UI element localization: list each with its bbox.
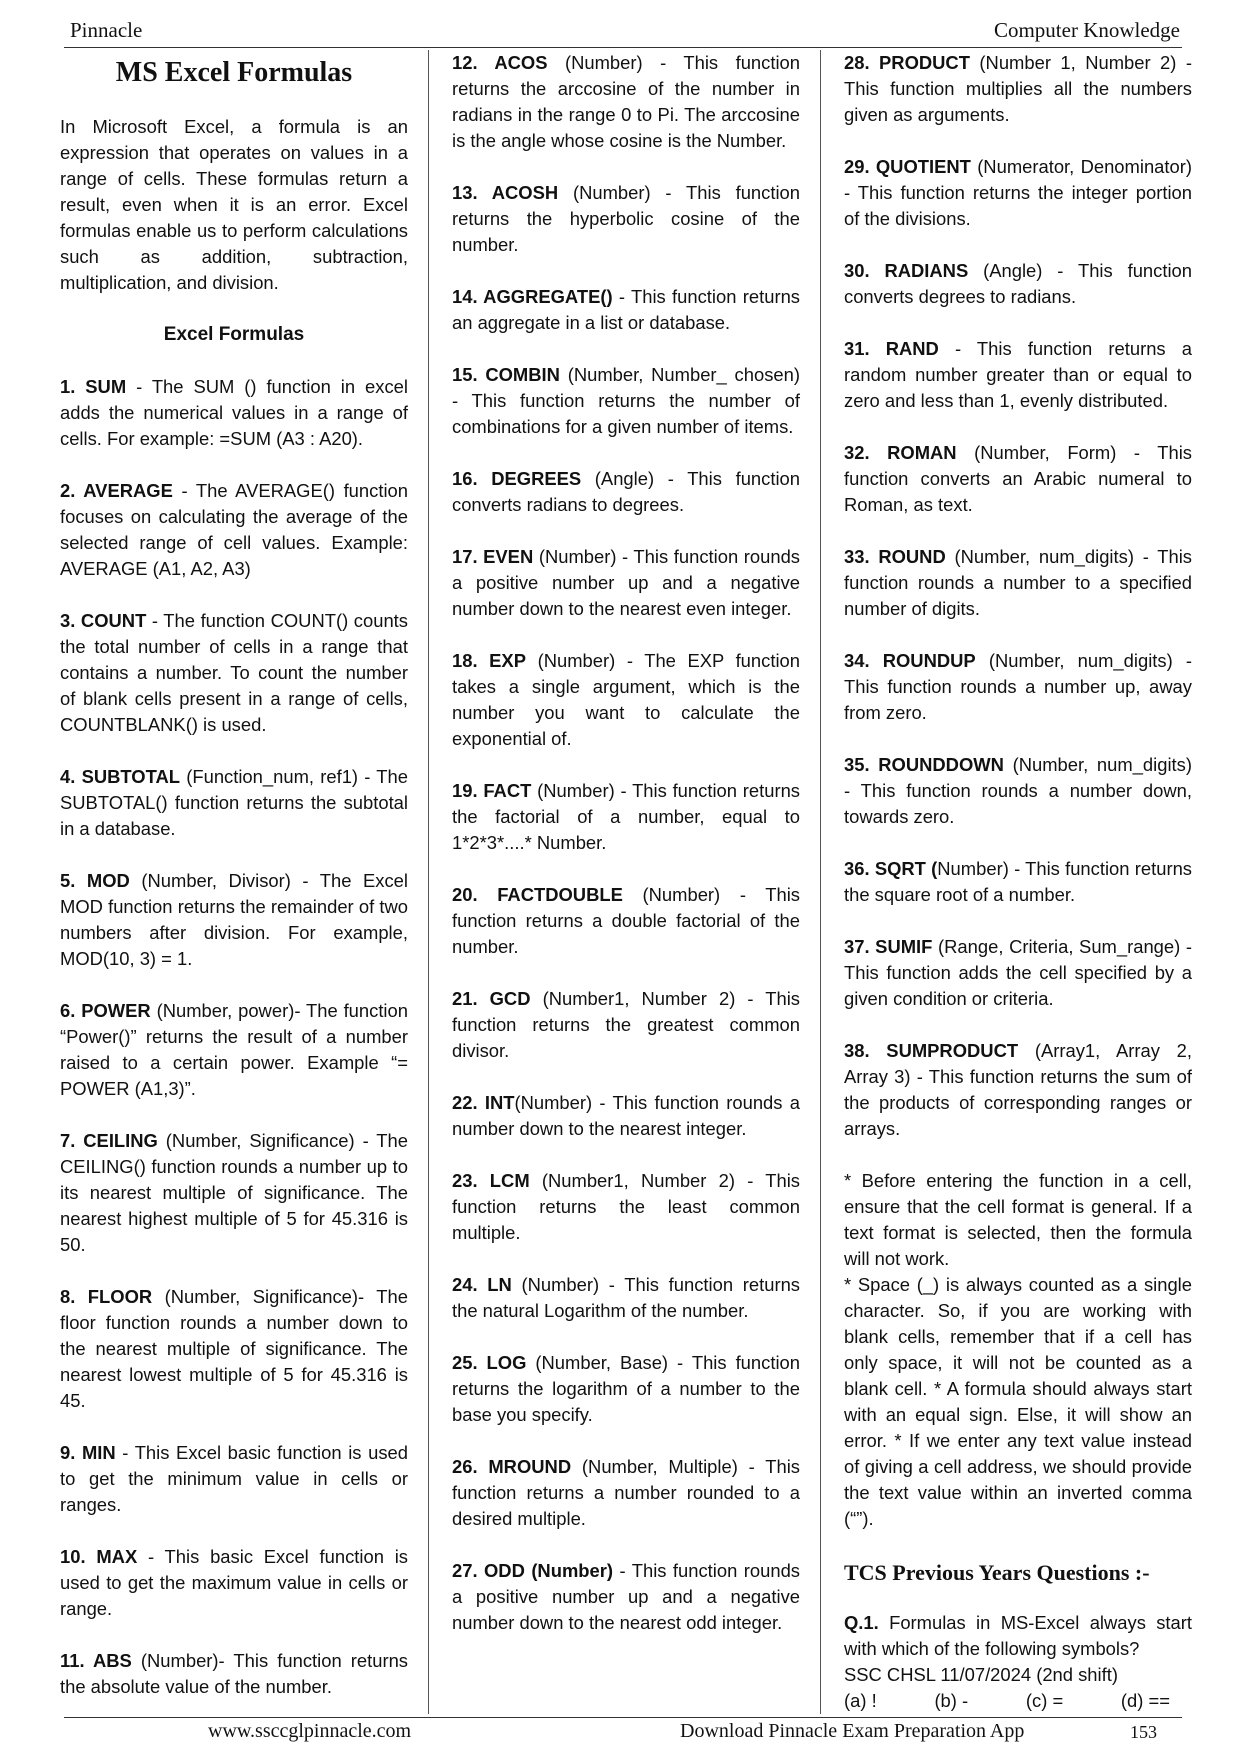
header-left: Pinnacle bbox=[70, 18, 143, 42]
note-paragraph: * Space (_) is always counted as a single character. So, if you are working with blank cells, remember that if a cell has only space, it will not be counted as a blank cell. * A formula should always start with an equal sign. Else, it will show an error. * If we enter any text value instead of giving a cell address, we should provide the text value within an inverted comma (“”). bbox=[844, 1274, 1192, 1529]
formula-name: 4. SUBTOTAL bbox=[60, 766, 180, 787]
formula-description: (Number) - The EXP function takes a single argument, which is the number you want to calculate the exponential of. bbox=[452, 650, 800, 749]
formula-name: 11. ABS bbox=[60, 1650, 132, 1671]
formula-item bbox=[60, 998, 408, 1102]
formula-name: 3. COUNT bbox=[60, 610, 147, 631]
formula-name: 8. FLOOR bbox=[60, 1286, 153, 1307]
formula-description: (Number, Multiple) - This function returns a number rounded to a desired multiple. bbox=[452, 1456, 800, 1529]
question-text: Formulas in MS-Excel always start with which of the following symbols? bbox=[844, 1612, 1192, 1659]
formula-list bbox=[452, 50, 800, 1636]
formula-description: (Numerator, Denominator) - This function returns the integer portion of the divisions. bbox=[844, 156, 1192, 229]
formula-item bbox=[452, 362, 800, 440]
formula-name: 26. MROUND bbox=[452, 1456, 572, 1477]
formula-description: (Number, Base) - This function returns the logarithm of a number to the base you specify. bbox=[452, 1352, 800, 1425]
formula-description: (Number, Divisor) - The Excel MOD function returns the remainder of two numbers after division. For example, MOD(10, 3) = 1. bbox=[60, 870, 408, 969]
formula-item bbox=[844, 154, 1192, 232]
formula-name: 32. ROMAN bbox=[844, 442, 957, 463]
formula-description: (Number, power)- The function “Power()” returns the result of a number raised to a certain power. Example “= POWER (A1,3)”. bbox=[60, 1000, 408, 1099]
column-1 bbox=[60, 50, 408, 1700]
formula-name: 28. PRODUCT bbox=[844, 52, 970, 73]
formula-description: (Angle) - This function converts degrees to radians. bbox=[844, 260, 1192, 307]
formula-name: 27. ODD (Number) bbox=[452, 1560, 614, 1581]
formula-name: 18. EXP bbox=[452, 650, 526, 671]
page-number: 153 bbox=[1130, 1722, 1157, 1742]
formula-name: 14. AGGREGATE() bbox=[452, 286, 613, 307]
formula-item bbox=[452, 1454, 800, 1532]
formula-item bbox=[60, 764, 408, 842]
formula-description: (Number, num_digits) - This function rounds a number down, towards zero. bbox=[844, 754, 1192, 827]
formula-name: 15. COMBIN bbox=[452, 364, 560, 385]
formula-item bbox=[60, 1544, 408, 1622]
footer-app-promo: Download Pinnacle Exam Preparation App bbox=[680, 1720, 1025, 1742]
formula-description: (Angle) - This function converts radians to degrees. bbox=[452, 468, 801, 515]
option-b: (b) - bbox=[934, 1690, 969, 1711]
formula-description: (Number, num_digits) - This function rounds a number to a specified number of digits. bbox=[844, 546, 1192, 619]
formula-item bbox=[60, 868, 408, 972]
formula-item bbox=[844, 544, 1192, 622]
formula-name: 5. MOD bbox=[60, 870, 130, 891]
formula-description: - This function rounds a positive number up and a negative number down to the nearest odd integer. bbox=[452, 1560, 801, 1633]
formula-name: 31. RAND bbox=[844, 338, 939, 359]
section-subheading: Excel Formulas bbox=[163, 324, 305, 345]
column-3 bbox=[844, 50, 1192, 1714]
formula-name: 34. ROUNDUP bbox=[844, 650, 976, 671]
formula-item bbox=[60, 1648, 408, 1700]
question-options bbox=[844, 1688, 1170, 1714]
formula-item bbox=[452, 544, 800, 622]
formula-description: (Array1, Array 2, Array 3) - This function returns the sum of the products of corresponding ranges or arrays. bbox=[844, 1040, 1192, 1139]
option-c: (c) = bbox=[1025, 1690, 1064, 1711]
formula-item bbox=[452, 466, 800, 518]
formula-item bbox=[844, 1038, 1192, 1142]
formula-item bbox=[844, 752, 1192, 830]
question-number: Q.1. bbox=[844, 1612, 879, 1633]
header-right: Computer Knowledge bbox=[993, 18, 1180, 42]
formula-description: - The function COUNT() counts the total number of cells in a range that contains a number. To count the number of blank cells present in a range of cells, COUNTBLANK() is used. bbox=[60, 610, 408, 735]
option-a: (a) ! bbox=[844, 1690, 877, 1711]
column-divider bbox=[820, 50, 821, 1714]
column-2 bbox=[452, 50, 800, 1636]
formula-item bbox=[844, 440, 1192, 518]
formula-description: (Number)- This function returns the absolute value of the number. bbox=[60, 1650, 409, 1697]
formula-item bbox=[452, 778, 800, 856]
formula-item bbox=[452, 1558, 800, 1636]
formula-description: - The AVERAGE() function focuses on calculating the average of the selected range of cell values. Example: AVERAGE (A1, A2, A3) bbox=[60, 480, 408, 579]
formula-item bbox=[844, 336, 1192, 414]
formula-item bbox=[452, 648, 800, 752]
formula-name: 21. GCD bbox=[452, 988, 531, 1009]
formula-description: (Number, Form) - This function converts an Arabic numeral to Roman, as text. bbox=[844, 442, 1192, 515]
formula-list bbox=[844, 50, 1192, 1142]
formula-item bbox=[452, 1090, 800, 1142]
note-paragraph: * Before entering the function in a cell, ensure that the cell format is general. If a text format is selected, then the formula will not work. bbox=[844, 1170, 1192, 1269]
formula-name: 25. LOG bbox=[452, 1352, 527, 1373]
option-d: (d) == bbox=[1120, 1690, 1170, 1711]
formula-description: (Number, Number_ chosen) - This function returns the number of combinations for a given number of items. bbox=[452, 364, 800, 437]
footer-website: www.ssccglpinnacle.com bbox=[208, 1720, 412, 1742]
formula-name: 29. QUOTIENT bbox=[844, 156, 971, 177]
formula-item bbox=[452, 986, 800, 1064]
formula-item bbox=[60, 1440, 408, 1518]
formula-item bbox=[60, 1284, 408, 1414]
page-title: MS Excel Formulas bbox=[115, 57, 353, 88]
formula-name: 38. SUMPRODUCT bbox=[844, 1040, 1019, 1061]
formula-name: 17. EVEN bbox=[452, 546, 534, 567]
formula-description: (Number, Significance)- The floor function rounds a number down to the nearest multiple of significance. The nearest lowest multiple of 5 for 45.316 is 45. bbox=[60, 1286, 408, 1411]
formula-item bbox=[452, 882, 800, 960]
formula-name: 22. INT bbox=[452, 1092, 515, 1113]
formula-item bbox=[844, 934, 1192, 1012]
formula-description: (Number1, Number 2) - This function returns the least common multiple. bbox=[452, 1170, 800, 1243]
formula-item bbox=[452, 50, 800, 154]
formula-description: (Number) - This function rounds a positive number up and a negative number down to the nearest even integer. bbox=[452, 546, 800, 619]
formula-name: 33. ROUND bbox=[844, 546, 946, 567]
formula-name: 20. FACTDOUBLE bbox=[452, 884, 623, 905]
formula-name: 12. ACOS bbox=[452, 52, 548, 73]
formula-item bbox=[60, 608, 408, 738]
formula-item bbox=[844, 648, 1192, 726]
formula-name: 10. MAX bbox=[60, 1546, 138, 1567]
formula-item bbox=[452, 180, 800, 258]
formula-name: 7. CEILING bbox=[60, 1130, 158, 1151]
formula-description: (Number) - This function returns the arccosine of the number in radians in the range 0 to Pi. The arccosine is the angle whose cosine is the Number. bbox=[452, 52, 800, 151]
formula-name: 2. AVERAGE bbox=[60, 480, 173, 501]
formula-name: 37. SUMIF bbox=[844, 936, 933, 957]
formula-name: 30. RADIANS bbox=[844, 260, 969, 281]
formula-description: (Number) - This function rounds a number down to the nearest integer. bbox=[452, 1092, 800, 1139]
formula-list bbox=[60, 374, 408, 1700]
formula-item bbox=[844, 258, 1192, 310]
formula-item bbox=[452, 1272, 800, 1324]
formula-item bbox=[452, 1168, 800, 1246]
formula-name: 6. POWER bbox=[60, 1000, 151, 1021]
formula-description: Number) - This function returns the square root of a number. bbox=[844, 858, 1192, 905]
formula-description: - This Excel basic function is used to get the minimum value in cells or ranges. bbox=[60, 1442, 408, 1515]
formula-description: (Number) - This function returns the hyperbolic cosine of the number. bbox=[452, 182, 800, 255]
formula-item bbox=[452, 1350, 800, 1428]
formula-description: (Number) - This function returns a double factorial of the number. bbox=[452, 884, 800, 957]
formula-description: (Number 1, Number 2) - This function multiplies all the numbers given as arguments. bbox=[844, 52, 1192, 125]
formula-name: 35. ROUNDDOWN bbox=[844, 754, 1004, 775]
formula-item bbox=[60, 374, 408, 452]
formula-name: 23. LCM bbox=[452, 1170, 530, 1191]
formula-description: - This basic Excel function is used to get the maximum value in cells or range. bbox=[60, 1546, 408, 1619]
formula-description: - This function returns a random number greater than or equal to zero and less than 1, evenly distributed. bbox=[844, 338, 1192, 411]
formula-name: 24. LN bbox=[452, 1274, 512, 1295]
formula-name: 9. MIN bbox=[60, 1442, 116, 1463]
formula-item bbox=[452, 284, 800, 336]
formula-description: (Number) - This function returns the natural Logarithm of the number. bbox=[452, 1274, 800, 1321]
footer-rule bbox=[64, 1717, 1182, 1718]
intro-paragraph: In Microsoft Excel, a formula is an expression that operates on values in a range of cells. These formulas return a result, even when it is an error. Excel formulas enable us to perform calculations such as addition, subtraction, multiplication, and division. bbox=[60, 116, 408, 293]
formula-name: 36. SQRT ( bbox=[844, 858, 938, 879]
formula-description: - This function returns an aggregate in a list or database. bbox=[452, 286, 800, 333]
formula-description: (Range, Criteria, Sum_range) - This function adds the cell specified by a given condition or criteria. bbox=[844, 936, 1192, 1009]
formula-description: (Number, Significance) - The CEILING() function rounds a number up to its nearest multiple of significance. The nearest highest multiple of 5 for 45.316 is 50. bbox=[60, 1130, 408, 1255]
formula-item bbox=[60, 1128, 408, 1258]
formula-item bbox=[844, 856, 1192, 908]
column-divider bbox=[428, 50, 429, 1714]
formula-name: 13. ACOSH bbox=[452, 182, 559, 203]
formula-item bbox=[844, 50, 1192, 128]
formula-name: 16. DEGREES bbox=[452, 468, 582, 489]
formula-description: (Function_num, ref1) - The SUBTOTAL() function returns the subtotal in a database. bbox=[60, 766, 408, 839]
formula-description: (Number) - This function returns the factorial of a number, equal to 1*2*3*....* Number. bbox=[452, 780, 800, 853]
formula-description: (Number1, Number 2) - This function returns the greatest common divisor. bbox=[452, 988, 800, 1061]
section-heading: TCS Previous Years Questions :- bbox=[844, 1560, 1150, 1585]
formula-description: (Number, num_digits) - This function rounds a number up, away from zero. bbox=[844, 650, 1192, 723]
question-block bbox=[844, 1610, 1192, 1714]
formula-item bbox=[60, 478, 408, 582]
header-rule bbox=[64, 47, 1182, 48]
formula-description: - The SUM () function in excel adds the numerical values in a range of cells. For example: =SUM (A3 : A20). bbox=[60, 376, 408, 449]
formula-name: 19. FACT bbox=[452, 780, 532, 801]
question-source: SSC CHSL 11/07/2024 (2nd shift) bbox=[844, 1664, 1118, 1685]
formula-name: 1. SUM bbox=[60, 376, 127, 397]
